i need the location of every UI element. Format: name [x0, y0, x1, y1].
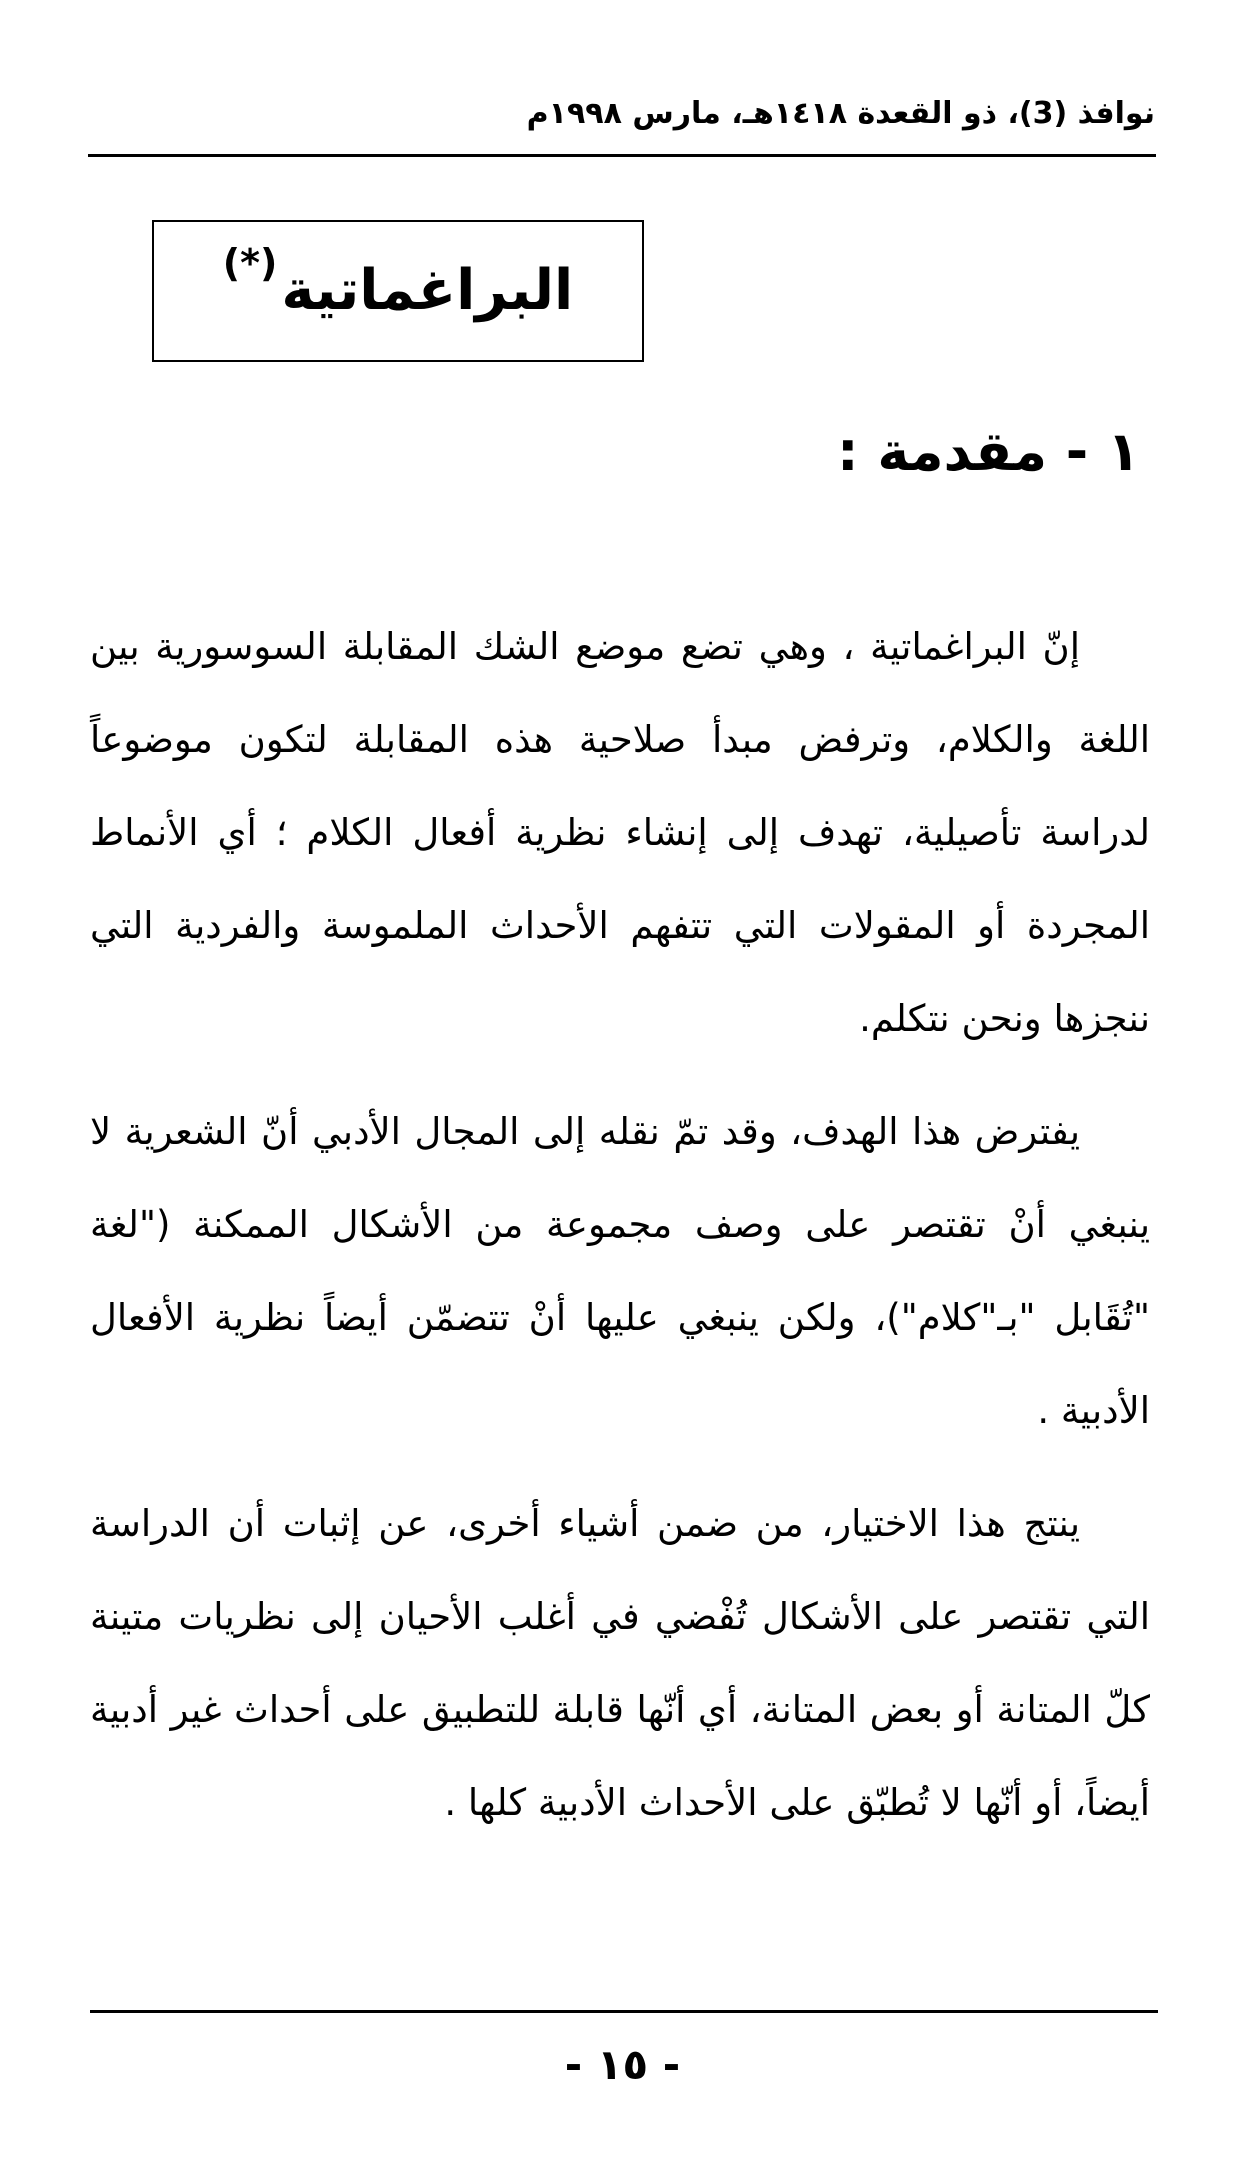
body-text — [90, 600, 1150, 1849]
title-box — [152, 220, 644, 362]
footer-rule — [90, 2010, 1158, 2013]
paragraph-1: إنّ البراغماتية ، وهي تضع موضع الشك المقابلة السوسورية بين اللغة والكلام، وترفض مبدأ صلاحية هذه المقابلة لتكون موضوعاً لدراسة تأصيلية، تهدف إلى إنشاء نظرية أفعال الكلام ؛ أي الأنماط المجردة أو المقولات التي تتفهم الأحداث الملموسة والفردية التي ننجزها ونحن نتكلم. — [90, 625, 1150, 1040]
article-title: البراغماتية — [281, 258, 574, 323]
page-number: - ١٥ - — [564, 2040, 681, 2089]
title-footnote-marker: (*) — [222, 241, 278, 285]
paragraph-3: ينتج هذا الاختيار، من ضمن أشياء أخرى، عن إثبات أن الدراسة التي تقتصر على الأشكال تُفْضي في أغلب الأحيان إلى نظريات متينة كلّ المتانة أو بعض المتانة، أي أنّها قابلة للتطبيق على أحداث غير أدبية أيضاً، أو أنّها لا تُطبّق على الأحداث الأدبية كلها . — [90, 1502, 1150, 1824]
paragraph-2: يفترض هذا الهدف، وقد تمّ نقله إلى المجال الأدبي أنّ الشعرية لا ينبغي أنْ تقتصر على وصف مجموعة من الأشكال الممكنة ("لغة "تُقَابل "بـ"كلام")، ولكن ينبغي عليها أنْ تتضمّن أيضاً نظرية الأفعال الأدبية . — [90, 1110, 1150, 1432]
header-rule — [88, 154, 1156, 157]
section-heading: ١ - مقدمة : — [836, 420, 1140, 483]
running-header: نوافذ (3)، ذو القعدة ١٤١٨هـ، مارس ١٩٩٨م — [526, 96, 1155, 131]
